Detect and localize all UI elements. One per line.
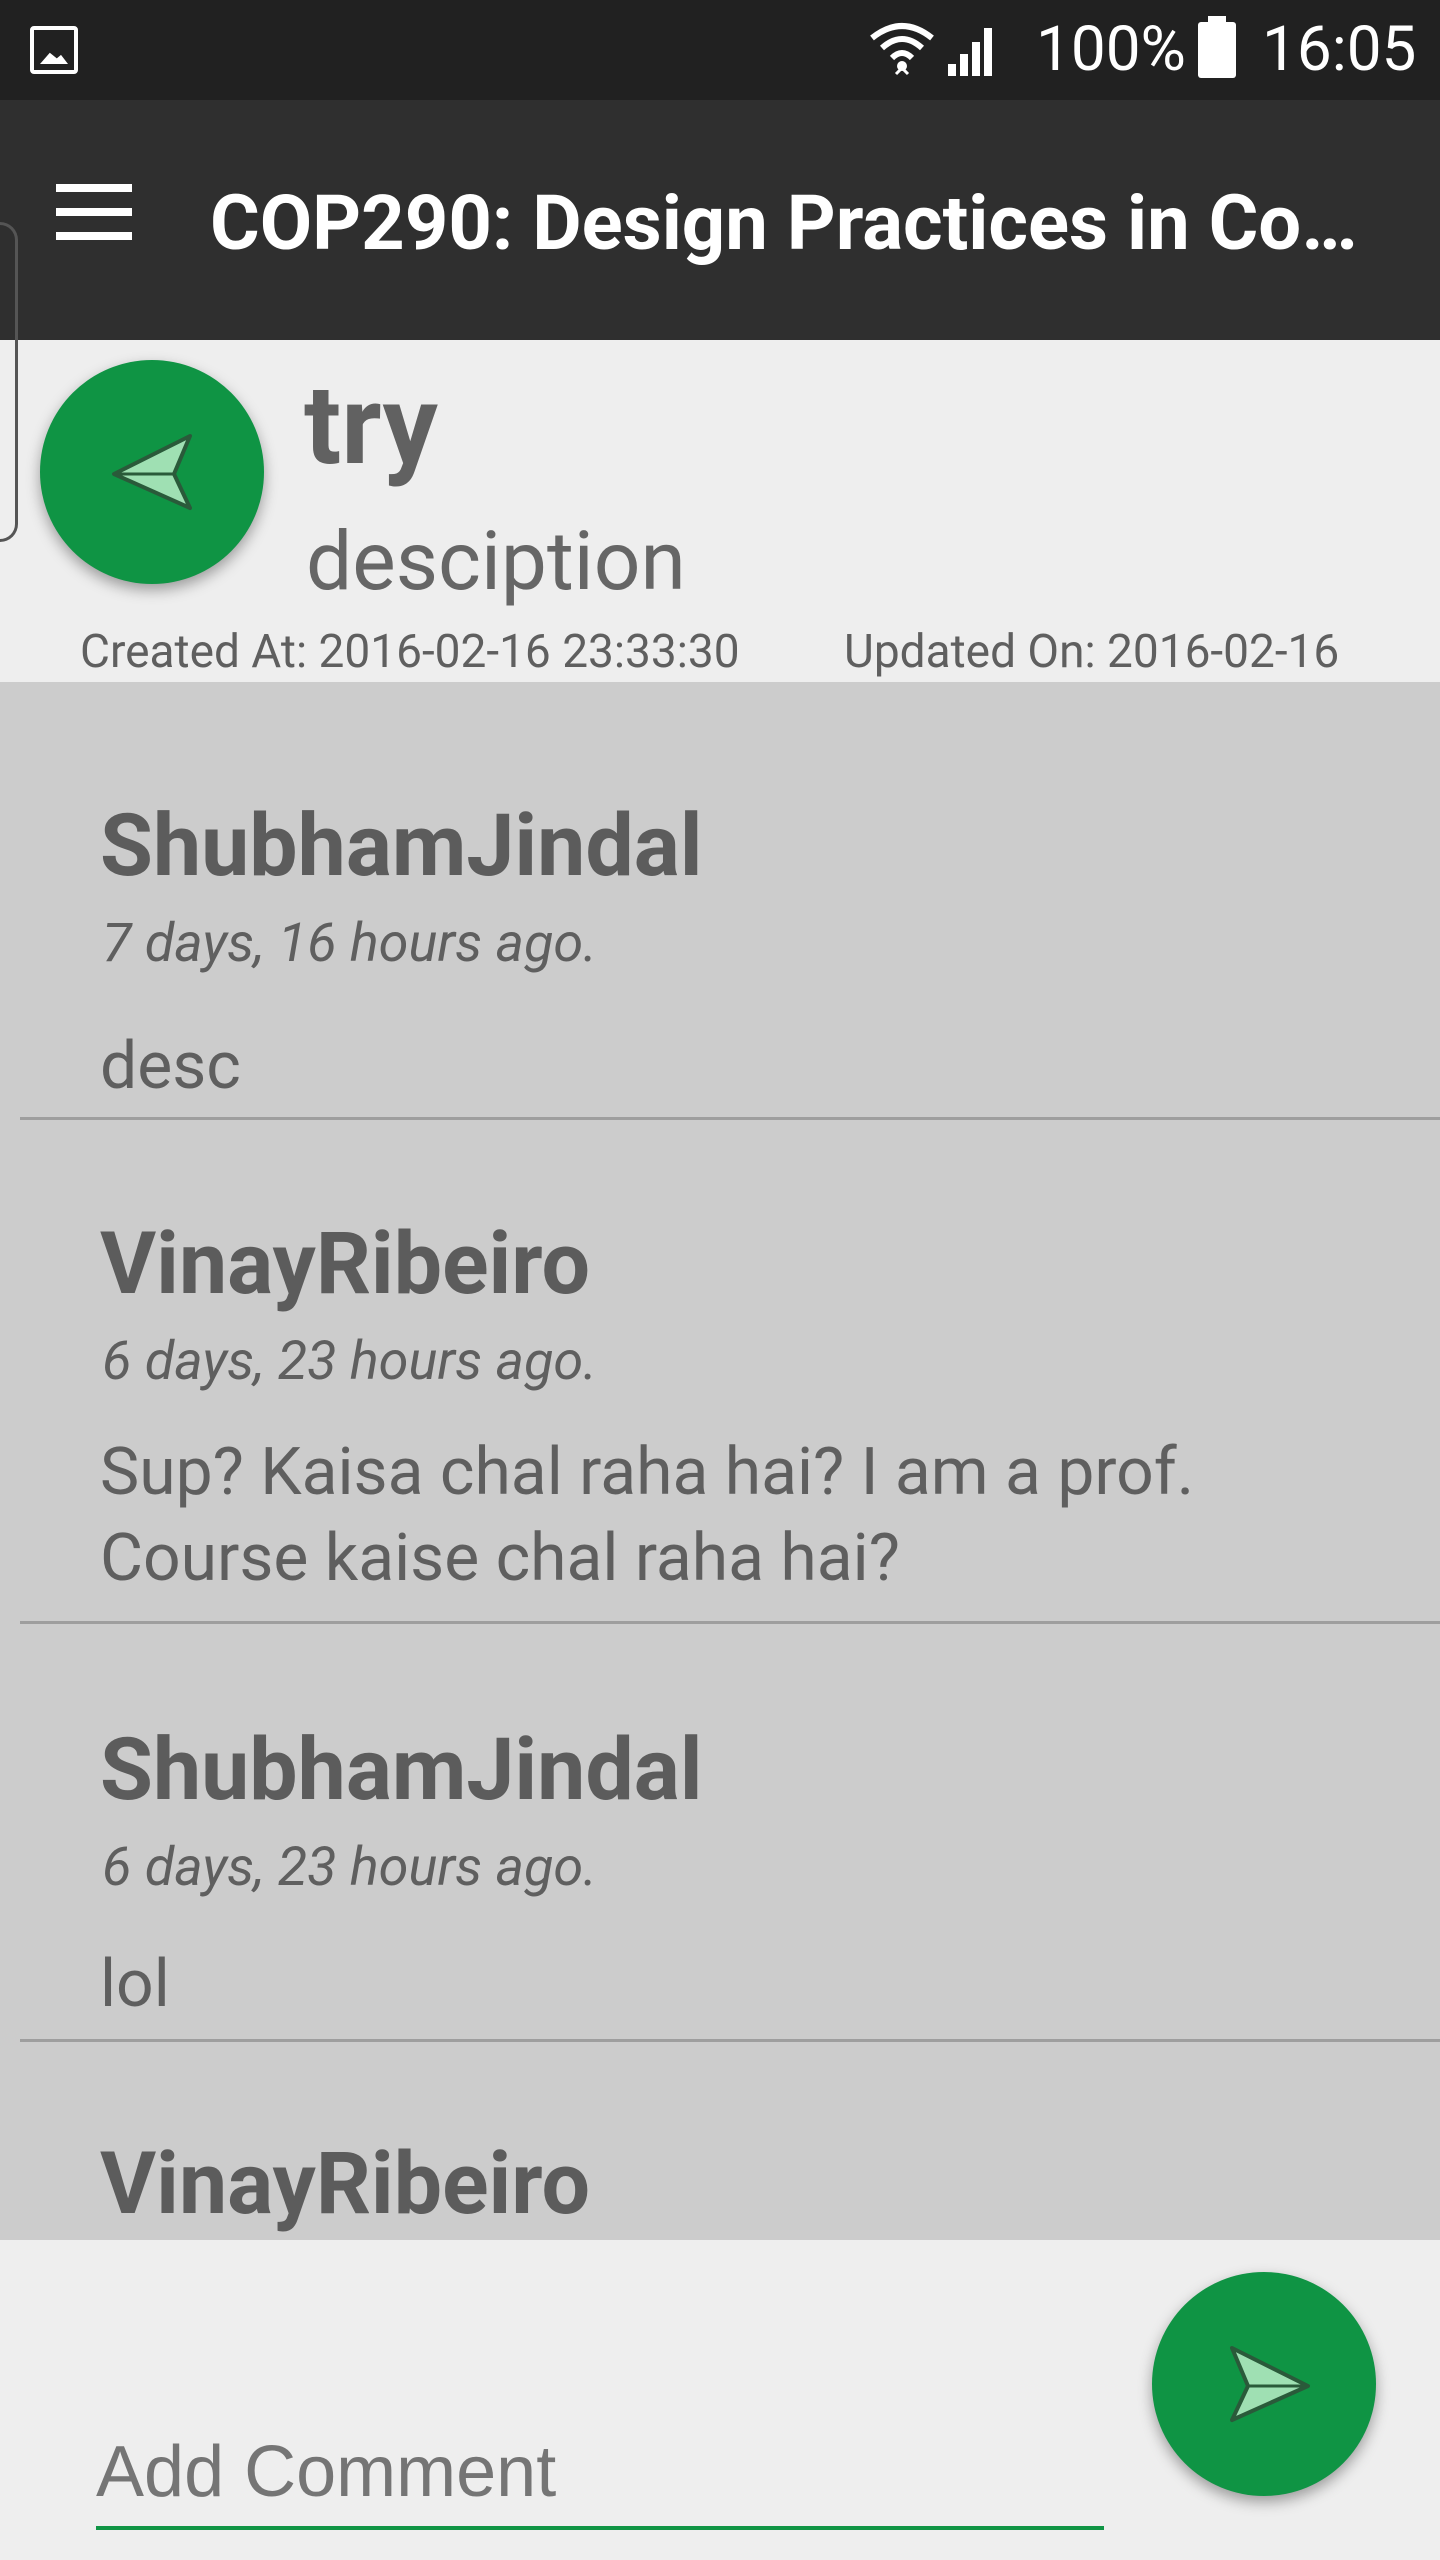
comment-author: VinayRibeiro bbox=[100, 2133, 591, 2234]
signal-icon bbox=[946, 24, 1002, 76]
comment-time: 6 days, 23 hours ago. bbox=[102, 1836, 598, 1899]
comment-time: 6 days, 23 hours ago. bbox=[102, 1330, 598, 1393]
created-at: Created At: 2016-02-16 23:33:30 bbox=[80, 625, 740, 679]
wifi-icon bbox=[870, 20, 934, 78]
comment-item bbox=[20, 2042, 1440, 2240]
post-title: try bbox=[304, 361, 438, 490]
comment-author: ShubhamJindal bbox=[100, 1719, 703, 1820]
gallery-icon bbox=[30, 26, 78, 74]
send-back-icon bbox=[110, 432, 194, 512]
comment-author: ShubhamJindal bbox=[100, 795, 703, 896]
battery-percent: 100% bbox=[1036, 13, 1186, 86]
comments-list[interactable] bbox=[0, 682, 1440, 2240]
updated-on: Updated On: 2016-02-16 bbox=[844, 625, 1340, 679]
comment-item bbox=[20, 1120, 1440, 1624]
clock: 16:05 bbox=[1262, 13, 1417, 86]
comment-body: lol bbox=[100, 1946, 170, 2023]
battery-icon bbox=[1198, 22, 1236, 78]
comment-item bbox=[20, 1624, 1440, 2042]
comment-body: desc bbox=[100, 1028, 241, 1105]
comment-author: VinayRibeiro bbox=[100, 1213, 591, 1314]
page-title: COP290: Design Practices in Co… bbox=[210, 178, 1358, 268]
add-comment-input[interactable] bbox=[96, 2418, 1104, 2530]
comment-time: 7 days, 16 hours ago. bbox=[102, 912, 598, 975]
status-bar bbox=[0, 0, 1440, 100]
send-button[interactable] bbox=[1152, 2272, 1376, 2496]
post-description: desciption bbox=[306, 514, 686, 610]
app-bar bbox=[0, 100, 1440, 340]
comment-item bbox=[20, 682, 1440, 1120]
drawer-handle[interactable] bbox=[0, 222, 18, 542]
comment-body: Sup? Kaisa chal raha hai? I am a prof. Course kaise chal raha hai? bbox=[100, 1434, 1195, 1597]
send-icon bbox=[1228, 2344, 1312, 2424]
hamburger-menu-icon[interactable] bbox=[56, 184, 132, 240]
back-button[interactable] bbox=[40, 360, 264, 584]
